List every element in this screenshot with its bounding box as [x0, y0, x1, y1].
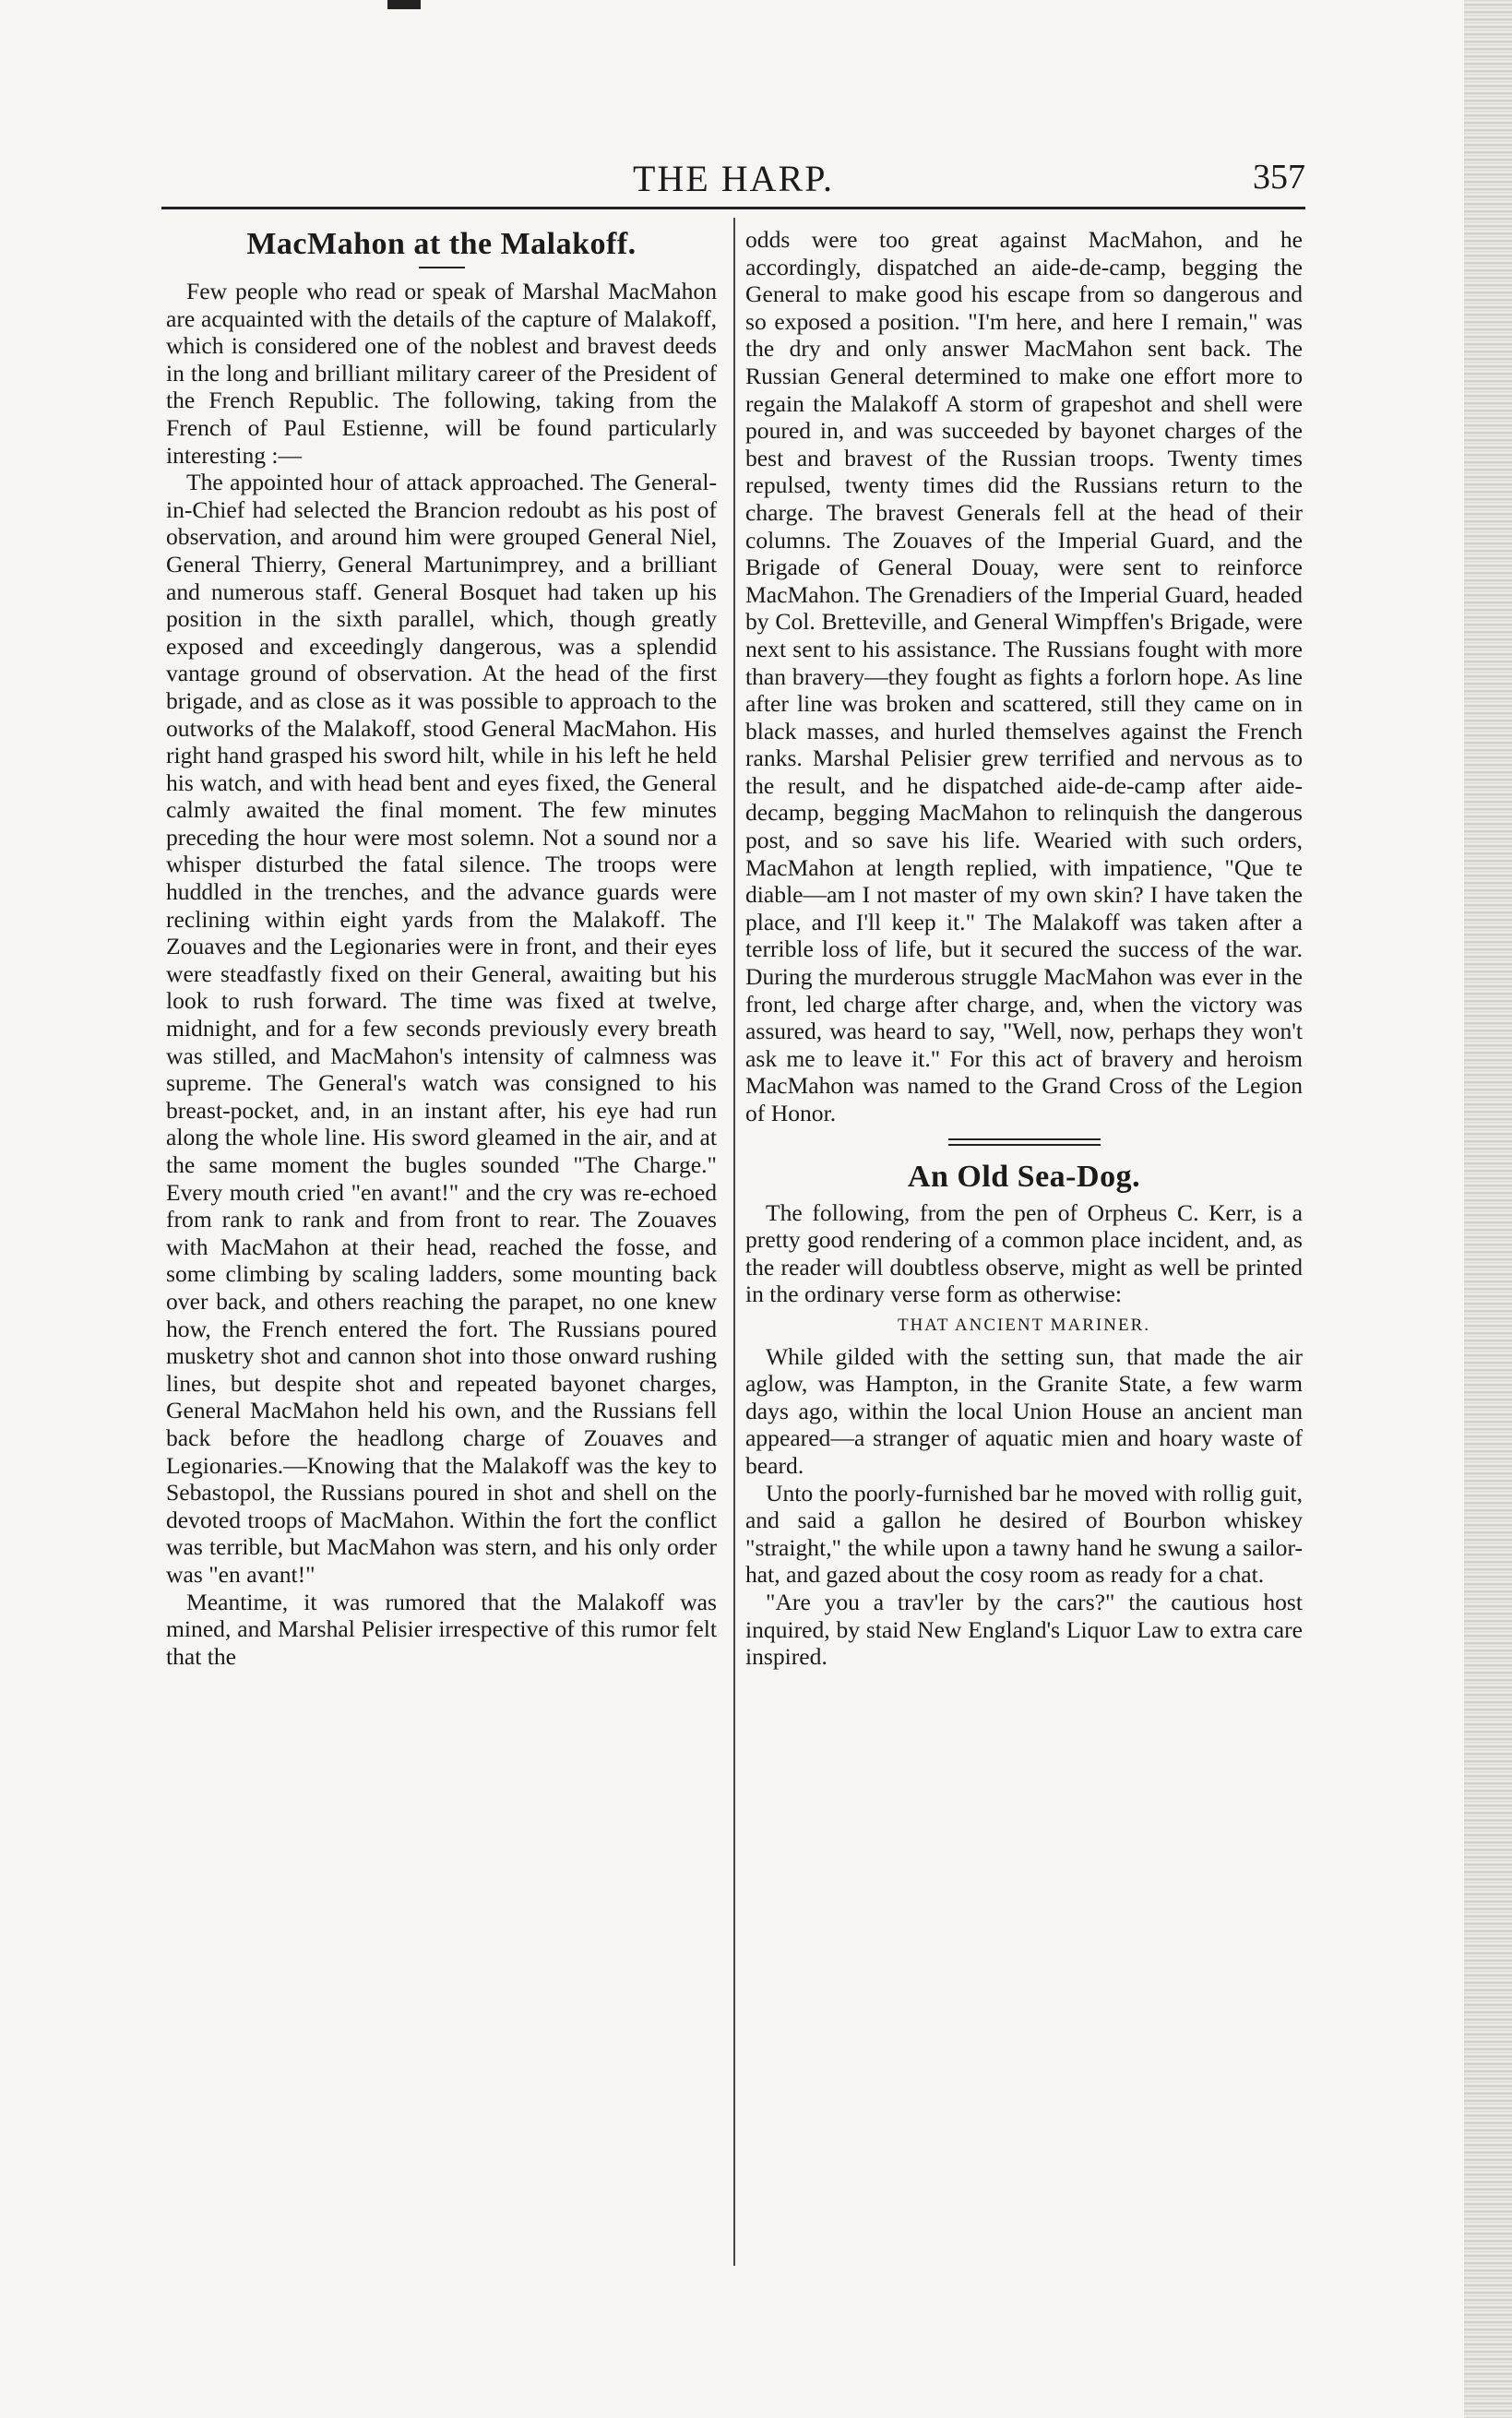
article-paragraph: Meantime, it was rumored that the Malakoff was mined, and Marshal Pelisier irrespective of this rumor felt that the — [166, 1588, 717, 1670]
column-divider — [733, 218, 735, 2266]
running-title: THE HARP. — [632, 158, 835, 199]
ink-mark — [387, 0, 421, 9]
article-paragraph: The appointed hour of attack approached. The General-in-Chief had selected the Brancion redoubt as his post of observation, and around him were grouped General Niel, General Thierry, General Martunimprey, and a brilliant and numerous staff. General Bosquet had taken up his position in the sixth parallel, which, though greatly exposed and exceedingly dangerous, was a splendid vantage ground of observation. At the head of the first brigade, and as close as it was possible to approach to the outworks of the Malakoff, stood General MacMahon. His right hand grasped his sword hilt, while in his left he held his watch, and with head bent and eyes fixed, the General calmly awaited the final moment. The few minutes preceding the hour were most solemn. Not a sound nor a whisper disturbed the fatal silence. The troops were huddled in the trenches, and the advance guards were reclining within eight yards from the Malakoff. The Zouaves and the Legionaries were in front, and their eyes were steadfastly fixed on their General, awaiting but his look to rush forward. The time was fixed at twelve, midnight, and for a few seconds previously every breath was stilled, and MacMahon's intensity of calmness was supreme. The General's watch was consigned to his breast-pocket, and, in an instant after, his eye had run along the whole line. His sword gleamed in the air, and at the same moment the bugles sounded "The Charge." Every mouth cried "en avant!" and the cry was re-echoed from rank to rank and from front to rear. The Zouaves with MacMahon at their head, reached the fosse, and some climbing by scaling ladders, some mounting back over back, and others reaching the parapet, no one knew how, the French entered the fort. The Russians poured musketry shot and cannon shot into those onward rushing lines, but despite shot and repeated bayonet charges, General MacMahon held his own, and the Russians fell back before the headlong charge of Zouaves and Legionaries.—Knowing that the Malakoff was the key to Sebastopol, the Russians poured in shot and shell on the devoted troops of MacMahon. Within the fort the conflict was terrible, but MacMahon was stern, and his only order was "en avant!" — [166, 469, 717, 1588]
section-divider — [948, 1138, 1101, 1146]
verse-paragraph: Unto the poorly-furnished bar he moved with rollig guit, and said a gallon he desired of Bourbon whiskey "straight," the while upon a tawny hand he swung a sailor-hat, and gazed about the cosy room as ready for a chat. — [745, 1479, 1303, 1589]
verse-paragraph: While gilded with the setting sun, that made the air aglow, was Hampton, in the Granite State, a few warm days ago, within the local Union House an ancient man appeared—a stranger of aquatic mien and hoary waste of beard. — [745, 1342, 1303, 1479]
article-intro: The following, from the pen of Orpheus C. Kerr, is a pretty good rendering of a common place incident, and, as the reader will doubtless observe, might as well be printed in the ordinary verse form as otherwise: — [745, 1198, 1303, 1308]
scan-page-edge — [1464, 0, 1512, 2418]
article-title: An Old Sea-Dog. — [907, 1159, 1141, 1194]
verse-paragraph: "Are you a trav'ler by the cars?" the cautious host inquired, by staid New England's Liquor Law to extra care inspired. — [745, 1588, 1303, 1671]
article-paragraph: Few people who read or speak of Marshal MacMahon are acquainted with the details of the capture of Malakoff, which is considered one of the noblest and bravest deeds in the long and brilliant military career of the President of the French Republic. The following, taking from the French of Paul Estienne, will be found particularly interesting :— — [166, 278, 717, 469]
page-header — [161, 157, 1305, 212]
title-rule — [419, 267, 465, 268]
left-column — [166, 226, 717, 1670]
page-number: 357 — [1253, 158, 1305, 197]
article-continuation: odds were too great against MacMahon, and he accordingly, dispatched an aide-de-camp, begging the General to make good his escape from so dangerous and so exposed a position. "I'm here, and here I remain," was the dry and only answer MacMahon sent back. The Russian General determined to make one effort more to regain the Malakoff A storm of grapeshot and shell were poured in, and was succeeded by bayonet charges of the best and bravest of the Russian troops. Twenty times repulsed, twenty times did the Russians return to the charge. The bravest Generals fell at the head of their columns. The Zouaves of the Imperial Guard, and the Brigade of General Douay, were sent to reinforce MacMahon. The Grenadiers of the Imperial Guard, headed by Col. Bretteville, and General Wimpffen's Brigade, were next sent to his assistance. The Russians fought with more than bravery—they fought as fights a forlorn hope. As line after line was broken and scattered, still they came on in black masses, and hurled themselves against the French ranks. Marshal Pelisier grew terrified and nervous as to the result, and he dispatched aide-de-camp after aide-decamp, begging MacMahon to relinquish the dangerous post, and so save his life. Wearied with such orders, MacMahon at length replied, with impatience, "Que te diable—am I not master of my own skin? I have taken the place, and I'll keep it." The Malakoff was taken after a terrible loss of life, but it secured the success of the war. During the murderous struggle MacMahon was ever in the front, led charge after charge, and, when the victory was assured, was heard to say, "Well, now, perhaps they won't ask me to leave it." For this act of bravery and heroism MacMahon was named to the Grand Cross of the Legion of Honor. — [745, 226, 1303, 1126]
right-column — [745, 226, 1303, 1671]
verse-block — [745, 1343, 1303, 1671]
poem-subheading: THAT ANCIENT MARINER. — [897, 1315, 1151, 1335]
header-rule — [161, 207, 1305, 209]
article-title: MacMahon at the Malakoff. — [246, 227, 637, 261]
